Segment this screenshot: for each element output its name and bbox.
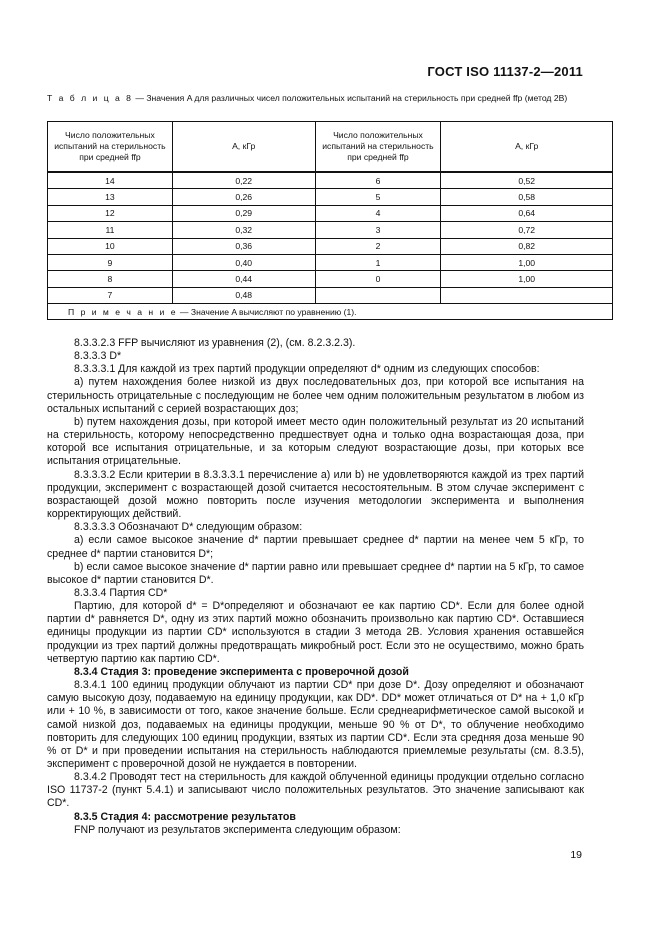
table-cell — [315, 287, 441, 303]
table-cell — [441, 287, 613, 303]
paragraph: Партию, для которой d* = D*определяют и обозначают ее как партию CD*. Если для более одной партии d* равняется D*, одну из этих партий можно обозначить произвольно как партию CD*. Оставшиеся единицы продукции из партии CD* используются в стадии 3 метода 2B. Условия хранения оставшейся продукции из трех партий должны предотвращать микробный рост. Если это не осуществимо, можно брать четвертую партию как партию CD*. — [47, 600, 584, 665]
table-note-row — [48, 304, 613, 320]
paragraph: 8.3.3.2.3 FFP вычисляют из уравнения (2), (см. 8.2.3.2.3). — [74, 337, 356, 349]
paragraph: 8.3.4.1 100 единиц продукции облучают из партии CD* при дозе D*. Дозу определяют и обозначают самую высокую дозу, подаваемую на единицу продукции, как DD*. DD* может отличаться от D* на + 1,0 кГр или + 10 %, в зависимости от того, какое значение больше. Если среднеарифметическое самой высокой и самой низкой доз, подаваемых на единицы продукции, меньше 90 % от D*, то облучение необходимо повторить для следующих 100 единиц продукции, взятых из партии CD*. Если эта средняя доза меньше 90 % от D* и при проведении испытания на стерильность наблюдаются приемлемые результаты (см. 8.3.5), эксперимент с проверочной дозой не нуждается в повторении. — [47, 679, 584, 770]
table-cell: 0,52 — [441, 172, 613, 189]
table-cell: 9 — [48, 254, 173, 270]
page-number: 19 — [570, 849, 582, 861]
table-cell: 3 — [315, 222, 441, 238]
table-row — [48, 271, 613, 287]
section-heading: 8.3.5 Стадия 4: рассмотрение результатов — [74, 810, 296, 823]
table-cell: 0,58 — [441, 189, 613, 205]
table-row — [48, 238, 613, 254]
table-cell: 8 — [48, 271, 173, 287]
table-header-row — [48, 122, 613, 173]
table-caption — [47, 92, 607, 105]
table-cell: 0,32 — [172, 222, 315, 238]
paragraph: b) если самое высокое значение d* партии равно или превышает среднее d* партии на 5 кГр, то самое высокое d* партии становится D*. — [47, 560, 584, 586]
standard-code: ГОСТ ISO 11137-2—2011 — [427, 64, 583, 79]
table-note-label: П р и м е ч а н и е — [68, 306, 178, 317]
table-row — [48, 254, 613, 270]
table-cell: 0,72 — [441, 222, 613, 238]
paragraph: 8.3.4.2 Проводят тест на стерильность для каждой облученной единицы продукции отдельно согласно ISO 11737-2 (пункт 5.4.1) и записывают число положительных результатов. Это значение записывают как CD*. — [47, 771, 584, 810]
table-cell: 12 — [48, 205, 173, 221]
column-header: A, кГр — [172, 122, 315, 173]
table-cell: 10 — [48, 238, 173, 254]
table-cell: 0,26 — [172, 189, 315, 205]
paragraph: b) путем нахождения дозы, при которой имеет место один положительный результат из 20 испытаний на стерильность, которому непосредственно предшествует одна и только одна возрастающая доза, при которой все испытания отрицательные, и за которым следуют возрастающие дозы, при которых все испытания отрицательные. — [47, 415, 584, 468]
table-cell: 5 — [315, 189, 441, 205]
table-cell: 0,22 — [172, 172, 315, 189]
paragraph: 8.3.3.3.3 Обозначают D* следующим образом: — [74, 521, 303, 534]
table-cell: 1,00 — [441, 271, 613, 287]
paragraph: a) если самое высокое значение d* партии превышает среднее d* партии на менее чем 5 кГр, то среднее d* партии становится D*; — [47, 534, 584, 560]
table-cell: 13 — [48, 189, 173, 205]
paragraph: 8.3.3.3.1 Для каждой из трех партий продукции определяют d* одним из следующих способов: — [74, 363, 540, 376]
table-cell: 0,48 — [172, 287, 315, 303]
table-cell: 0 — [315, 271, 441, 287]
table-cell: 4 — [315, 205, 441, 221]
table-cell: 1 — [315, 254, 441, 270]
table-cell: 2 — [315, 238, 441, 254]
table-cell: 0,44 — [172, 271, 315, 287]
body-text — [47, 337, 584, 837]
table-row — [48, 222, 613, 238]
table-note-text: — Значение A вычисляют по уравнению (1). — [177, 306, 357, 317]
table-cell: 0,40 — [172, 254, 315, 270]
table-cell: 14 — [48, 172, 173, 189]
values-table — [47, 121, 613, 320]
table-caption-text: — Значения A для различных чисел положительных испытаний на стерильность при средней ffp (метод 2B) — [132, 93, 568, 103]
table-cell: 11 — [48, 222, 173, 238]
table-cell: 0,36 — [172, 238, 315, 254]
paragraph: 8.3.3.4 Партия CD* — [74, 586, 168, 599]
table-note — [48, 304, 613, 320]
table-cell: 6 — [315, 172, 441, 189]
table-cell: 0,64 — [441, 205, 613, 221]
paragraph: 8.3.3.3 D* — [74, 350, 122, 363]
column-header: A, кГр — [441, 122, 613, 173]
table-row — [48, 189, 613, 205]
table-cell: 0,29 — [172, 205, 315, 221]
column-header: Число положительных испытаний на стерильность при средней ffp — [315, 122, 441, 173]
table-cell: 0,82 — [441, 238, 613, 254]
table-row — [48, 172, 613, 189]
table-row — [48, 205, 613, 221]
table-cell: 7 — [48, 287, 173, 303]
paragraph: a) путем нахождения более низкой из двух последовательных доз, при которой все испытания на стерильность отрицательные с последующим не более чем одним положительным результатом в любом из остальных испытаний с серией возрастающих доз; — [47, 376, 584, 415]
column-header: Число положительных испытаний на стерильность при средней ffp — [48, 122, 173, 173]
table-caption-label: Т а б л и ц а 8 — [47, 93, 133, 103]
paragraph: FNP получают из результатов эксперимента следующим образом: — [74, 823, 401, 836]
paragraph: 8.3.3.3.2 Если критерии в 8.3.3.3.1 перечисление a) или b) не удовлетворяются каждой из трех партий продукции, эксперимент с возрастающей дозой считается несостоятельным. В этом случае эксперимент с возрастающей дозой можно повторить после изучения методологии эксперимента и выполнения корректирующих действий. — [47, 468, 584, 521]
table-cell: 1,00 — [441, 254, 613, 270]
section-heading: 8.3.4 Стадия 3: проведение эксперимента с проверочной дозой — [74, 665, 409, 678]
table-row — [48, 287, 613, 303]
